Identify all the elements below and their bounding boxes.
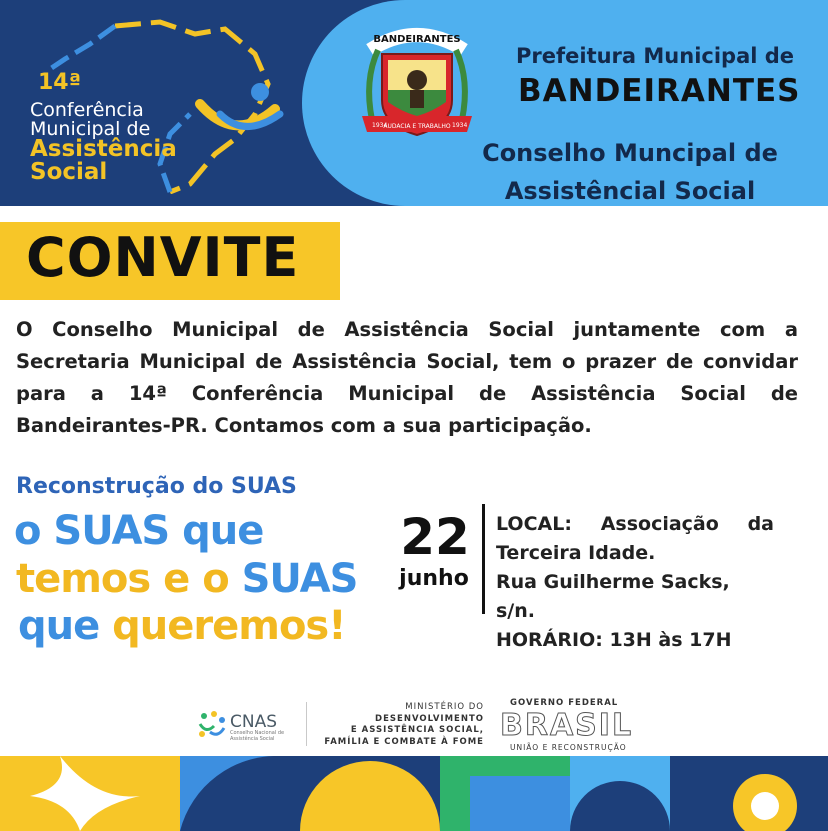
convite-banner xyxy=(0,222,340,300)
slogan-line-2 xyxy=(16,556,357,602)
city-name: BANDEIRANTES xyxy=(518,73,801,109)
ministerio-logo xyxy=(318,702,484,748)
svg-text:AUDACIA E TRABALHO: AUDACIA E TRABALHO xyxy=(383,123,451,130)
local-line-2: Terceira Idade. xyxy=(496,542,656,564)
conference-line-1: Conferência xyxy=(30,99,144,121)
conference-number: 14ª xyxy=(38,70,82,95)
conselho-line-1: Conselho Muncipal de xyxy=(482,139,778,167)
ministerio-line-2: DESENVOLVIMENTO xyxy=(375,713,484,724)
local-word-2: da xyxy=(747,513,774,535)
event-month: junho xyxy=(399,566,469,591)
slogan-line-2b: SUAS xyxy=(241,556,358,602)
bandeirantes-coat-of-arms xyxy=(352,20,482,150)
prefeitura-title: Prefeitura Municipal de xyxy=(516,44,795,68)
horario: HORÁRIO: 13H às 17H xyxy=(496,629,732,651)
slogan-heading: Reconstrução do SUAS xyxy=(16,474,297,499)
invitation-text: O Conselho Municipal de Assistência Social juntamente com a Secretaria Municipal de Assistência Social, tem o prazer de convidar para a 14ª Conferência Municipal de Assistência Social de Bandeirantes-PR. Contamos com a sua participação. xyxy=(16,318,798,437)
date-divider xyxy=(482,504,485,614)
ministerio-line-4: FAMÍLIA E COMBATE À FOME xyxy=(324,736,484,747)
svg-text:BANDEIRANTES: BANDEIRANTES xyxy=(373,34,461,45)
header-banner xyxy=(0,0,828,206)
ministerio-line-1: MINISTÉRIO DO xyxy=(405,702,484,712)
event-day: 22 xyxy=(400,508,470,566)
slogan-line-2a: temos e o xyxy=(16,556,242,602)
conselho-title xyxy=(470,134,790,206)
event-info xyxy=(496,510,774,655)
brasil-logo: BRASIL xyxy=(500,708,634,743)
conference-line-2: Municipal de xyxy=(30,118,151,140)
governo-federal-label: GOVERNO FEDERAL xyxy=(510,698,619,708)
slogan-line-3 xyxy=(18,603,345,649)
slogan-line-3a: que xyxy=(18,603,113,649)
local-word-1: Associação xyxy=(600,513,719,535)
conference-line-4: Social xyxy=(30,159,108,185)
ministerio-line-3: E ASSISTÊNCIA SOCIAL, xyxy=(350,725,484,735)
cnas-subtitle: Conselho Nacional de Assistência Social xyxy=(230,730,285,742)
footer-pattern xyxy=(0,756,828,831)
slogan-line-1: o SUAS que xyxy=(14,508,264,554)
uniao-reconstrucao: UNIÃO E RECONSTRUÇÃO xyxy=(510,743,627,752)
slogan-line-3b: queremos! xyxy=(112,603,346,649)
conference-line-3: Assistência xyxy=(30,136,177,162)
svg-text:1934: 1934 xyxy=(452,122,468,129)
address: Rua Guilherme Sacks, s/n. xyxy=(496,571,730,622)
cnas-people-icon xyxy=(196,710,228,740)
convite-title: CONVITE xyxy=(26,226,300,289)
svg-text:1934: 1934 xyxy=(372,122,388,129)
conselho-line-2: Assistêncial Social xyxy=(504,177,756,205)
local-label: LOCAL: xyxy=(496,513,572,535)
local-row xyxy=(496,510,774,539)
cnas-logo-text: CNAS xyxy=(230,712,278,732)
logo-separator xyxy=(306,702,307,746)
